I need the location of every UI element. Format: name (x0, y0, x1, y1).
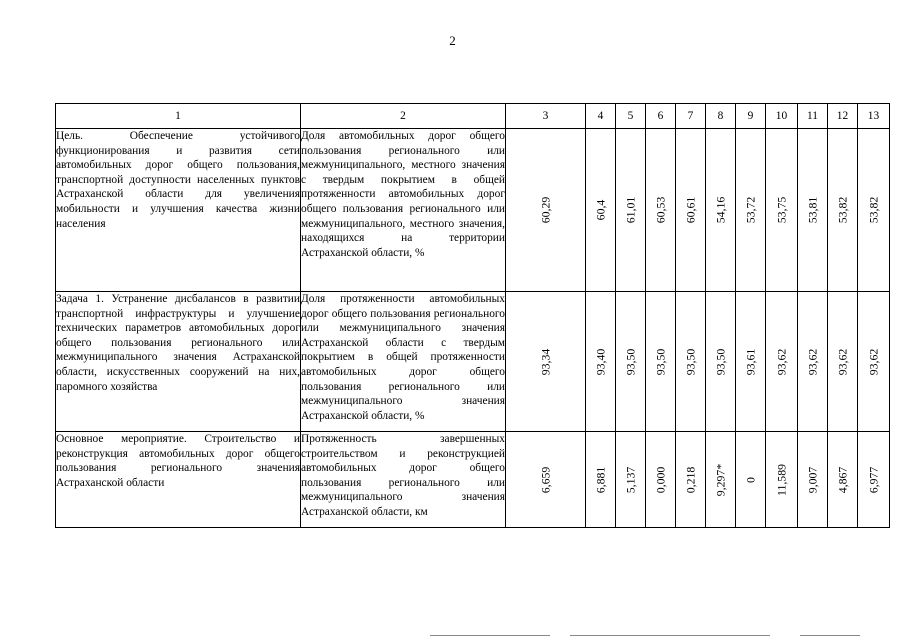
value-cell (586, 292, 616, 432)
column-header: 12 (828, 104, 858, 129)
value-cell (676, 292, 706, 432)
value-text: 9,297* (713, 463, 728, 496)
column-header: 5 (616, 104, 646, 129)
column-header: 13 (858, 104, 890, 129)
value-text: 93,62 (866, 348, 881, 375)
value-text: 54,16 (713, 196, 728, 224)
value-text: 60,53 (653, 196, 668, 224)
value-cell (858, 292, 890, 432)
value-text: 93,61 (743, 348, 758, 375)
column-header: 6 (646, 104, 676, 129)
value-text: 93,62 (774, 348, 789, 375)
indicators-table (55, 103, 890, 528)
value-text: 93,50 (653, 348, 668, 375)
value-cell (798, 292, 828, 432)
value-cell (858, 432, 890, 528)
value-cell (586, 129, 616, 292)
value-text: 11,589 (774, 463, 789, 496)
value-cell (646, 432, 676, 528)
value-cell (676, 432, 706, 528)
value-cell (798, 432, 828, 528)
value-cell (676, 129, 706, 292)
value-cell (766, 129, 798, 292)
value-text: 4,867 (835, 466, 850, 493)
value-cell (798, 129, 828, 292)
value-cell (506, 292, 586, 432)
value-text: 53,81 (805, 196, 820, 224)
value-text: 53,72 (743, 196, 758, 224)
table-row-goal (56, 129, 890, 292)
value-cell (506, 129, 586, 292)
value-cell (858, 129, 890, 292)
value-cell (646, 129, 676, 292)
column-header: 7 (676, 104, 706, 129)
value-text: 60,61 (683, 196, 698, 224)
indicator-description: Протяженность завершенных строительством и реконструкцией автомобильных дорог общего пользования регионального или межмуниципального значения Астраханской области, км (301, 432, 506, 528)
value-text: 93,50 (683, 348, 698, 375)
value-text: 93,50 (623, 348, 638, 375)
divider (800, 635, 860, 636)
value-cell (506, 432, 586, 528)
value-cell (828, 292, 858, 432)
column-header: 1 (56, 104, 301, 129)
value-text: 60,4 (593, 199, 608, 221)
column-header: 11 (798, 104, 828, 129)
value-cell (766, 292, 798, 432)
value-cell (706, 292, 736, 432)
value-cell (736, 129, 766, 292)
value-cell (736, 432, 766, 528)
value-cell (586, 432, 616, 528)
value-text: 93,50 (713, 348, 728, 375)
value-text: 53,75 (774, 196, 789, 224)
value-text: 61,01 (623, 196, 638, 224)
page-number: 2 (449, 33, 456, 48)
value-text: 93,40 (593, 348, 608, 375)
value-cell (706, 129, 736, 292)
value-text: 6,881 (593, 466, 608, 493)
value-cell (706, 432, 736, 528)
value-cell (828, 432, 858, 528)
scan-artifact-lines (0, 630, 905, 640)
value-text: 53,82 (835, 196, 850, 224)
value-cell (828, 129, 858, 292)
value-text: 9,007 (805, 466, 820, 493)
goal-description: Цель. Обеспечение устойчивого функционирования и развития сети автомобильных дорог общего пользования, транспортной доступности населенных пунктов Астраханской области для увеличения мобильности и улучшения качества жизни населения (56, 129, 301, 292)
column-header: 10 (766, 104, 798, 129)
divider (570, 635, 770, 636)
value-text: 53,82 (866, 196, 881, 224)
indicator-description: Доля протяженности автомобильных дорог общего пользования регионального или межмуниципального значения Астраханской области с твердым покрытием в общей протяженности автомобильных дорог общего пользования регионального или межмуниципального значения Астраханской области, % (301, 292, 506, 432)
column-header: 2 (301, 104, 506, 129)
value-text: 60,29 (538, 196, 553, 224)
value-cell (646, 292, 676, 432)
value-text: 93,34 (538, 348, 553, 375)
activity-description: Основное мероприятие. Строительство и реконструкция автомобильных дорог общего пользования регионального значения Астраханской области (56, 432, 301, 528)
value-text: 5,137 (623, 466, 638, 493)
value-cell (736, 292, 766, 432)
column-header: 8 (706, 104, 736, 129)
value-text: 6,659 (538, 466, 553, 493)
value-text: 0 (743, 476, 758, 483)
column-header: 4 (586, 104, 616, 129)
value-cell (766, 432, 798, 528)
value-text: 93,62 (805, 348, 820, 375)
task-description: Задача 1. Устранение дисбалансов в развитии транспортной инфраструктуры и улучшение технических параметров автомобильных дорог общего пользования регионального или межмуниципального значения Астраханской области, искусственных сооружений на них, паромного хозяйства (56, 292, 301, 432)
column-header: 3 (506, 104, 586, 129)
table-row-main-activity (56, 432, 890, 528)
value-cell (616, 292, 646, 432)
value-cell (616, 432, 646, 528)
value-cell (616, 129, 646, 292)
table-header-row (56, 104, 890, 129)
column-header: 9 (736, 104, 766, 129)
value-text: 0,000 (653, 466, 668, 493)
table-row-task-1 (56, 292, 890, 432)
value-text: 6,977 (866, 466, 881, 493)
indicator-description: Доля автомобильных дорог общего пользования регионального или межмуниципального, местного значения с твердым покрытием в общей протяженности автомобильных дорог общего пользования регионального или межмуниципального, местного значения, находящихся на территории Астраханской области, % (301, 129, 506, 292)
divider (430, 635, 550, 636)
value-text: 93,62 (835, 348, 850, 375)
value-text: 0,218 (683, 466, 698, 493)
